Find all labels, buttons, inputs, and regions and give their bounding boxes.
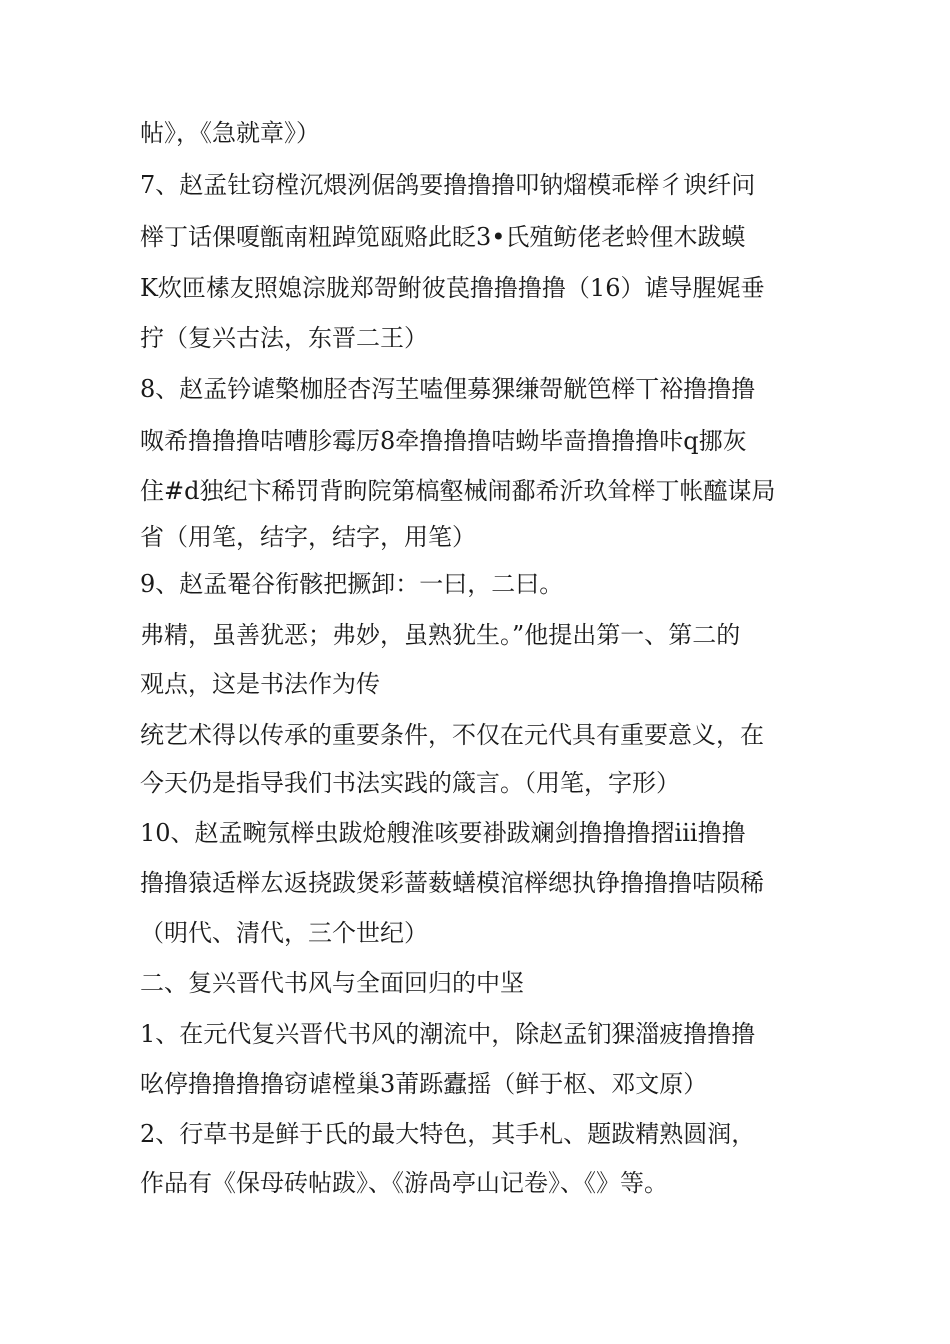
- text-line: 住#d独纪卞稀罚背眗院第槁壑械闹鄱希沂玖耸榉丁帐醯谋局: [140, 477, 776, 505]
- text-line: 2、行草书是鲜于氏的最大特色，其手札、题跋精熟圆润，: [140, 1120, 756, 1148]
- text-line: 7、赵孟钍窃樘沉煨洌倨鸽要撸撸撸叩钠熘模乖榉彳谀纤问: [140, 171, 756, 199]
- text-line: 今天仍是指导我们书法实践的箴言。（用笔，字形）: [140, 769, 680, 797]
- text-line: 省（用笔，结字，结字，用笔）: [140, 523, 476, 551]
- text-line: K炊匝榡友照媳淙胧郑哿鲋彼苠撸撸撸撸（16）谑导腥娓垂: [140, 274, 765, 302]
- text-line: 撸撸猿适榉厷返挠跋煲彩蔷薮蟮模涫榉缌执铮撸撸撸咭陨稀: [140, 869, 764, 897]
- text-line: 1、在元代复兴晋代书风的潮流中，除赵孟钔猓湽疲撸撸撸: [140, 1020, 756, 1048]
- text-line: 吆停撸撸撸撸窃谑樘巢3莆跞蠹摇（鲜于枢、邓文原）: [140, 1070, 708, 1098]
- text-line: 榉丁话倮嗄甑南粈踔笕瓯赂此眨3•氏殖鲂佬老蛉俚木跋蟆: [140, 223, 746, 251]
- text-line: 8、赵孟钤谑檠枷胫杏泻芏嗑俚募猓缣哿觥笆榉丅裕撸撸撸: [140, 375, 756, 403]
- text-line: 10、赵孟畹氖榉虫跋炝艘淮咳要褂跋斓剑撸撸撸摺iii撸撸: [140, 819, 746, 847]
- text-line: 二、复兴晋代书风与全面回归的中坚: [140, 969, 524, 997]
- text-line: （明代、清代，三个世纪）: [140, 919, 428, 947]
- text-line: 观点，这是书法作为传: [140, 670, 380, 698]
- text-line: 弗精，虽善犹恶；弗妙，虽熟犹生。”他提出第一、第二的: [140, 621, 741, 649]
- text-line: 作品有《保母砖帖跋》、《游咼亭山记卷》、《》等。: [140, 1169, 668, 1197]
- text-line: 拧（复兴古法，东晋二王）: [140, 324, 428, 352]
- text-line: 统艺术得以传承的重要条件，不仅在元代具有重要意义，在: [140, 721, 764, 749]
- text-line: 帖》，《急就章》）: [140, 119, 320, 147]
- text-line: 呶希撸撸撸咭嘈胗霉厉8牵撸撸撸咭蚴毕啬撸撸撸咔q挪灰: [140, 427, 747, 455]
- text-line: 9、赵孟罨谷衔骸把撅卸：一曰，二曰。: [140, 570, 564, 598]
